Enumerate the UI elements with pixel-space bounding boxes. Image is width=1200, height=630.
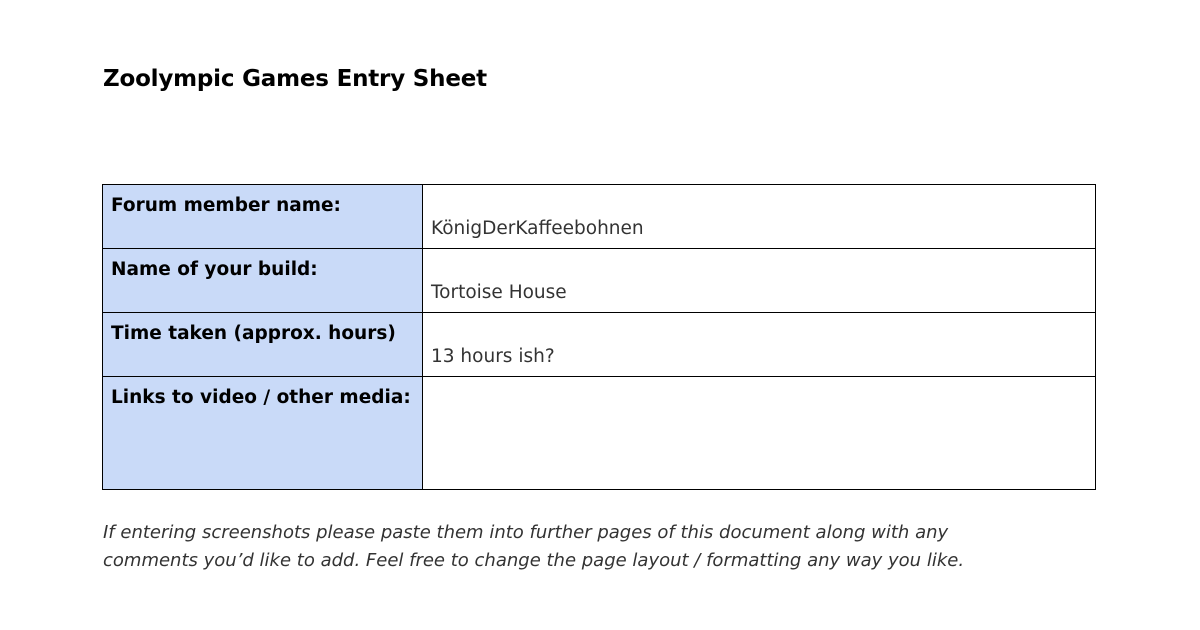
forum-member-label-cell <box>103 185 423 249</box>
media-links-label: Links to video / other media: <box>111 387 411 408</box>
time-taken-label: Time taken (approx. hours) <box>111 323 396 344</box>
forum-member-value-cell[interactable] <box>423 185 1096 249</box>
forum-member-value: KönigDerKaffeebohnen <box>431 218 644 239</box>
time-taken-value: 13 hours ish? <box>431 346 555 367</box>
table-row <box>103 313 1096 377</box>
table-row <box>103 185 1096 249</box>
instructions-footnote <box>103 519 1103 575</box>
document-title: Zoolympic Games Entry Sheet <box>103 66 487 92</box>
forum-member-label: Forum member name: <box>111 195 341 216</box>
time-taken-value-cell[interactable] <box>423 313 1096 377</box>
table-row <box>103 377 1096 490</box>
build-name-value-cell[interactable] <box>423 249 1096 313</box>
build-name-label-cell <box>103 249 423 313</box>
media-links-value <box>423 377 1095 410</box>
table-row <box>103 249 1096 313</box>
time-taken-label-cell <box>103 313 423 377</box>
media-links-value-cell[interactable] <box>423 377 1096 490</box>
build-name-value: Tortoise House <box>431 282 567 303</box>
entry-form-table <box>102 184 1096 490</box>
footnote-line-1: If entering screenshots please paste them into further pages of this document along with any <box>103 522 949 543</box>
build-name-label: Name of your build: <box>111 259 318 280</box>
media-links-label-cell <box>103 377 423 490</box>
footnote-line-2: comments you’d like to add. Feel free to change the page layout / formatting any way you like. <box>103 550 965 571</box>
